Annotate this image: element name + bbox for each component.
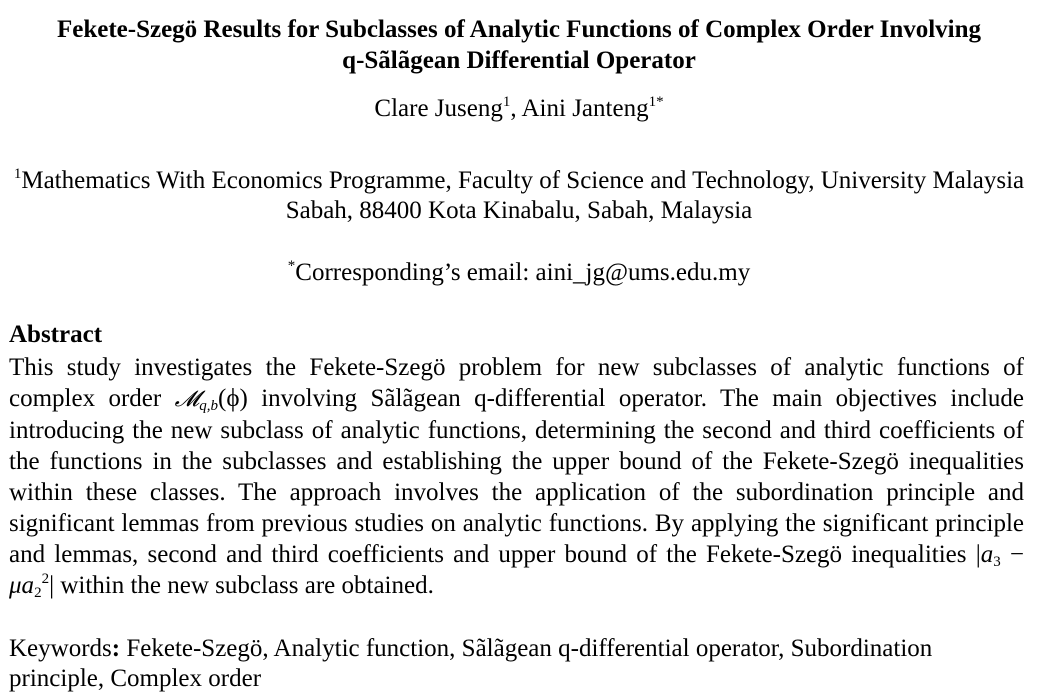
affiliation-text: Mathematics With Economics Programme, Faculty of Science and Technology, University Malaysia Sabah, 88400 Kota Kinabalu, Sabah, Malaysia xyxy=(21,167,1025,224)
class-argument: (ϕ) xyxy=(218,385,248,412)
class-symbol: 𝓜 xyxy=(174,387,200,412)
corresponding-email xyxy=(0,258,1038,288)
author-separator: , xyxy=(510,95,522,122)
title-line-2: q-Sãlãgean Differential Operator xyxy=(342,47,696,74)
email-text: Corresponding’s email: aini_jg@ums.edu.my xyxy=(295,259,751,286)
abstract-text-part-2: involving Sãlãgean q-differential operator. The main objectives include introducing the new subclass of analytic functions, determining the second and third coefficients of the functions in the subclasses and establishing the upper bound of the Fekete-Szegö inequalities within these classes. The approach involves the application of the subordination principle and significant lemmas from previous studies on analytic functions. By applying the significant principle and lemmas, second and third coefficients and upper bound of the Fekete-Szegö inequalities xyxy=(9,385,1024,568)
inequality-a: a xyxy=(980,541,994,568)
author-name: Clare Juseng xyxy=(374,95,503,122)
keywords-label: Keywords xyxy=(9,635,112,662)
inequality-minus: − xyxy=(1000,541,1024,568)
inequality-close: | xyxy=(49,572,55,599)
inequality-open: | xyxy=(975,541,981,568)
affiliation xyxy=(10,166,1028,226)
author-list xyxy=(0,94,1038,124)
inequality-power: 2 xyxy=(41,571,50,587)
abstract-text-part-1: This study investigates the Fekete-Szegö problem for new subclasses of analytic functions of complex order xyxy=(9,354,1024,412)
affiliation-mark: 1 xyxy=(13,166,22,182)
author-name: Aini Janteng xyxy=(521,95,649,122)
keywords-text: Fekete-Szegö, Analytic function, Sãlãgean q-differential operator, Subordination principle, Complex order xyxy=(9,635,933,692)
corresponding-mark: * xyxy=(287,258,296,274)
title-line-1: Fekete-Szegö Results for Subclasses of Analytic Functions of Complex Order Involving xyxy=(56,16,982,43)
author-affiliation-mark: 1 xyxy=(502,94,511,110)
author-affiliation-mark: 1* xyxy=(648,94,664,110)
keywords xyxy=(9,634,1024,694)
keywords-colon: : xyxy=(111,635,121,662)
paper-title xyxy=(10,14,1028,76)
class-subscript: q,b xyxy=(199,398,219,414)
inequality-mu-sub: 2 xyxy=(34,585,42,601)
abstract-text-part-3: within the new subclass are obtained. xyxy=(54,572,434,599)
inequality-a-sub: 3 xyxy=(993,554,1001,570)
abstract-body xyxy=(9,352,1024,601)
abstract-heading: Abstract xyxy=(9,321,103,348)
inequality-mu: μa xyxy=(9,572,35,599)
